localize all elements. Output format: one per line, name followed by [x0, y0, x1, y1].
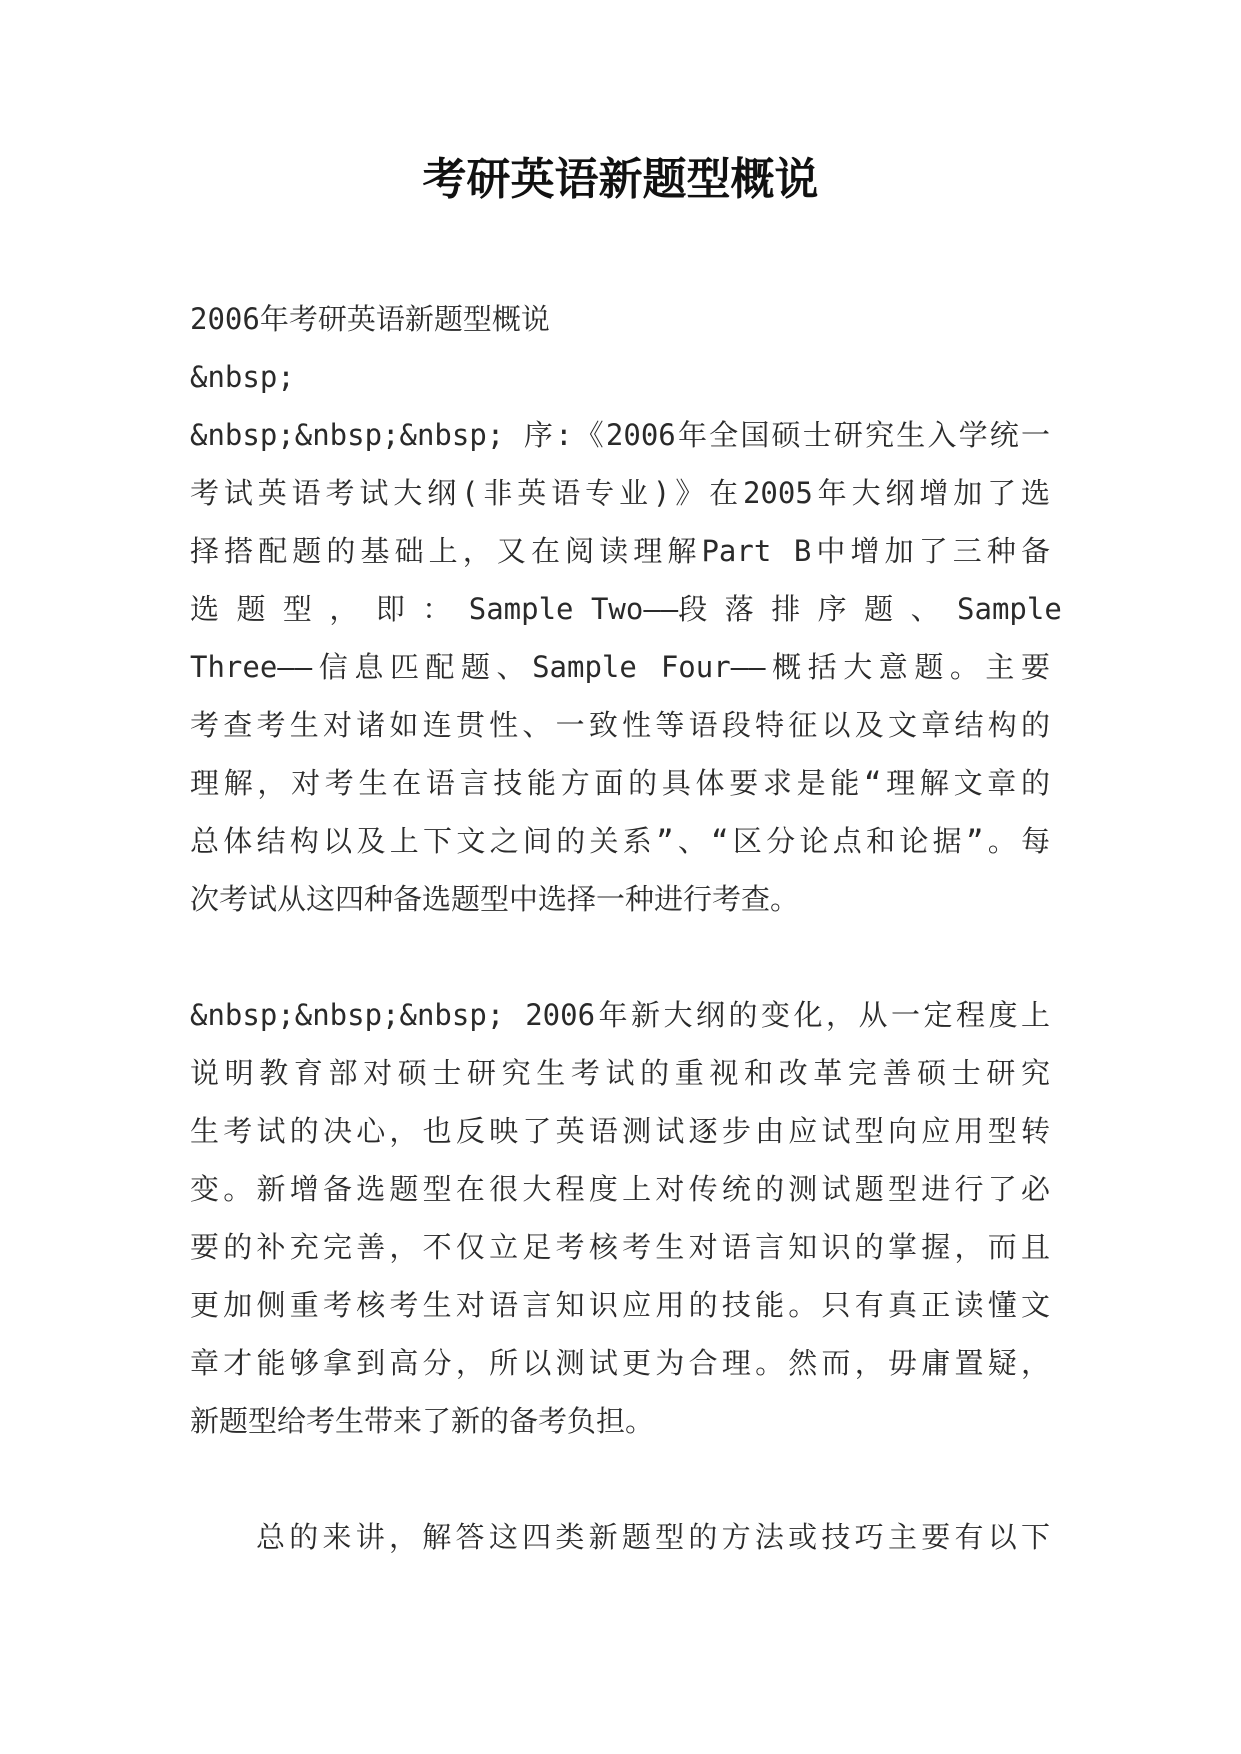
paragraph-1-line-6: 考查考生对诸如连贯性、一致性等语段特征以及文章结构的 — [190, 708, 1050, 742]
paragraph-2-line-4: 变。新增备选题型在很大程度上对传统的测试题型进行了必 — [190, 1172, 1050, 1206]
paragraph-1-line-3: 择搭配题的基础上，又在阅读理解Part B中增加了三种备 — [190, 534, 1050, 568]
paragraph-2-line-3: 生考试的决心，也反映了英语测试逐步由应试型向应用型转 — [190, 1114, 1050, 1148]
paragraph-1-line-1: &nbsp;&nbsp;&nbsp; 序:《2006年全国硕士研究生入学统一 — [190, 418, 1050, 452]
paragraph-2-line-6: 更加侧重考核考生对语言知识应用的技能。只有真正读懂文 — [190, 1288, 1050, 1322]
paragraph-1-line-4: 选 题 型 ， 即 ： Sample Two——段 落 排 序 题 、 Sample — [190, 592, 1062, 626]
paragraph-1-line-2: 考试英语考试大纲(非英语专业)》在2005年大纲增加了选 — [190, 476, 1050, 510]
paragraph-2-line-5: 要的补充完善，不仅立足考核考生对语言知识的掌握，而且 — [190, 1230, 1050, 1264]
document-body — [190, 290, 1062, 1566]
paragraph-2-line-1: &nbsp;&nbsp;&nbsp; 2006年新大纲的变化，从一定程度上 — [190, 998, 1050, 1032]
paragraph-1-line-5: Three——信息匹配题、Sample Four——概括大意题。主要 — [190, 650, 1050, 684]
paragraph-2-line-7: 章才能够拿到高分，所以测试更为合理。然而，毋庸置疑， — [190, 1346, 1050, 1380]
paragraph-gap — [190, 928, 1050, 986]
nbsp-line: &nbsp; — [190, 360, 295, 394]
document-title: 考研英语新题型概说 — [422, 154, 819, 205]
paragraph-3-line-1: 总的来讲，解答这四类新题型的方法或技巧主要有以下 — [256, 1520, 1050, 1554]
paragraph-1-line-9: 次考试从这四种备选题型中选择一种进行考查。 — [190, 882, 800, 916]
paragraph-1-line-8: 总体结构以及上下文之间的关系”、“区分论点和论据”。每 — [190, 824, 1050, 858]
paragraph-gap — [190, 1450, 1050, 1508]
subtitle-line: 2006年考研英语新题型概说 — [190, 302, 550, 336]
paragraph-2-line-2: 说明教育部对硕士研究生考试的重视和改革完善硕士研究 — [190, 1056, 1050, 1090]
paragraph-2-line-8: 新题型给考生带来了新的备考负担。 — [190, 1404, 655, 1438]
paragraph-1-line-7: 理解，对考生在语言技能方面的具体要求是能“理解文章的 — [190, 766, 1050, 800]
